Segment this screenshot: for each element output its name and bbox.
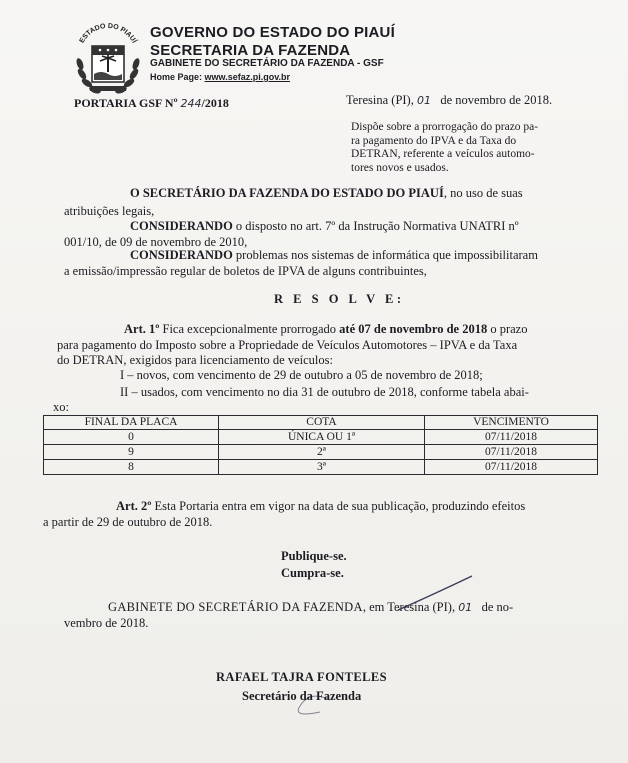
state-crest-logo [70, 20, 146, 98]
gabinete-day: 01 [458, 601, 473, 614]
portaria-title [74, 96, 229, 111]
table-cell: 07/11/2018 [425, 430, 598, 445]
gabinete-line-1 [108, 600, 513, 615]
crest-text: ESTADO DO PIAUÍ [78, 22, 138, 45]
art1-item-2-cont: xo: [53, 400, 69, 414]
place-date [346, 93, 552, 108]
considerando-1-text: o disposto no art. 7º da Instrução Normativa UNATRI nº [232, 219, 519, 233]
table-cell: 0 [44, 430, 219, 445]
considerando-1 [130, 219, 519, 234]
gabinete-text-2: de no- [481, 600, 514, 614]
art1-deadline: até 07 de novembro de 2018 [339, 322, 488, 336]
signer-name: RAFAEL TAJRA FONTELES [216, 670, 387, 684]
art1-line-2: para pagamento do Imposto sobre a Propriedade de Veículos Automotores – IPVA e da Taxa [57, 338, 518, 352]
gabinete-line-2: vembro de 2018. [64, 616, 149, 630]
homepage-line [150, 72, 290, 82]
table-cell: 07/11/2018 [425, 460, 598, 475]
art1-text-b: o prazo [487, 322, 528, 336]
gabinete-text: , em Teresina (PI), [362, 600, 456, 614]
table-cell: 8 [44, 460, 219, 475]
considerando-2-line-2: a emissão/impressão regular de boletos de IPVA de alguns contribuintes, [64, 264, 427, 278]
table-row [44, 460, 598, 475]
table-row [44, 430, 598, 445]
portaria-suffix: /2018 [201, 96, 229, 110]
table-header-cell: FINAL DA PLACA [44, 416, 219, 430]
publique-se: Publique-se. [281, 549, 347, 563]
art2-label: Art. 2º [116, 499, 152, 513]
table-header-cell: VENCIMENTO [425, 416, 598, 430]
table-header-row [44, 416, 598, 430]
considerando-2 [130, 248, 538, 263]
authority-rest: , no uso de suas [443, 186, 523, 200]
secretariat-title: SECRETARIA DA FAZENDA [150, 42, 351, 59]
place-day: 01 [416, 94, 431, 107]
ementa [351, 121, 583, 175]
deadline-table [43, 415, 598, 475]
art1-label: Art. 1º [124, 322, 160, 336]
ementa-line: Dispõe sobre a prorrogação do prazo pa- [351, 121, 539, 133]
preamble-line-2: atribuições legais, [64, 204, 155, 218]
table-cell: 07/11/2018 [425, 445, 598, 460]
government-title: GOVERNO DO ESTADO DO PIAUÍ [150, 24, 395, 41]
cumpra-se: Cumpra-se. [281, 566, 344, 580]
signer-title: Secretário da Fazenda [242, 689, 362, 703]
authority-name: O SECRETÁRIO DA FAZENDA DO ESTADO DO PIAUÍ [130, 186, 444, 200]
homepage-link[interactable]: www.sefaz.pi.gov.br [204, 72, 291, 82]
art1-item-2: II – usados, com vencimento no dia 31 de outubro de 2018, conforme tabela abai- [120, 385, 529, 399]
cabinet-title: GABINETE DO SECRETÁRIO DA FAZENDA - GSF [150, 58, 384, 69]
art2-text: Esta Portaria entra em vigor na data de sua publicação, produzindo efeitos [151, 499, 526, 513]
table-row [44, 445, 598, 460]
place-prefix: Teresina (PI), [346, 93, 414, 107]
table-header-cell: COTA [219, 416, 425, 430]
ementa-line: DETRAN, referente a veículos automo- [351, 148, 535, 160]
table-cell: ÚNICA OU 1ª [219, 430, 425, 445]
homepage-label: Home Page: [150, 72, 203, 82]
preamble-line-1 [130, 186, 523, 201]
portaria-number: 244 [180, 97, 202, 110]
considerando-1-label: CONSIDERANDO [130, 219, 233, 233]
considerando-1-line-2: 001/10, de 09 de novembro de 2010, [64, 235, 248, 249]
table-cell: 9 [44, 445, 219, 460]
considerando-2-label: CONSIDERANDO [130, 248, 233, 262]
art1-line-1 [124, 322, 527, 337]
resolve-heading: R E S O L V E: [274, 292, 405, 306]
gabinete-label: GABINETE DO SECRETÁRIO DA FAZENDA [108, 600, 363, 614]
art1-line-3: do DETRAN, exigidos para licenciamento de veículos: [57, 353, 333, 367]
considerando-2-text: problemas nos sistemas de informática que impossibilitaram [232, 248, 538, 262]
ementa-line: ra pagamento do IPVA e da Taxa do [351, 134, 517, 147]
art2-line-2: a partir de 29 de outubro de 2018. [43, 515, 213, 529]
art1-text-a: Fica excepcionalmente prorrogado [159, 322, 340, 336]
art1-item-1: I – novos, com vencimento de 29 de outubro a 05 de novembro de 2018; [120, 368, 483, 382]
table-cell: 2ª [219, 445, 425, 460]
portaria-prefix: PORTARIA GSF Nº [74, 96, 178, 110]
table-cell: 3ª [219, 460, 425, 475]
place-suffix: de novembro de 2018. [440, 93, 553, 107]
ementa-line: tores novos e usados. [351, 161, 449, 174]
art2-line-1 [116, 499, 525, 514]
svg-text:ESTADO DO PIAUÍ [79, 23, 140, 45]
